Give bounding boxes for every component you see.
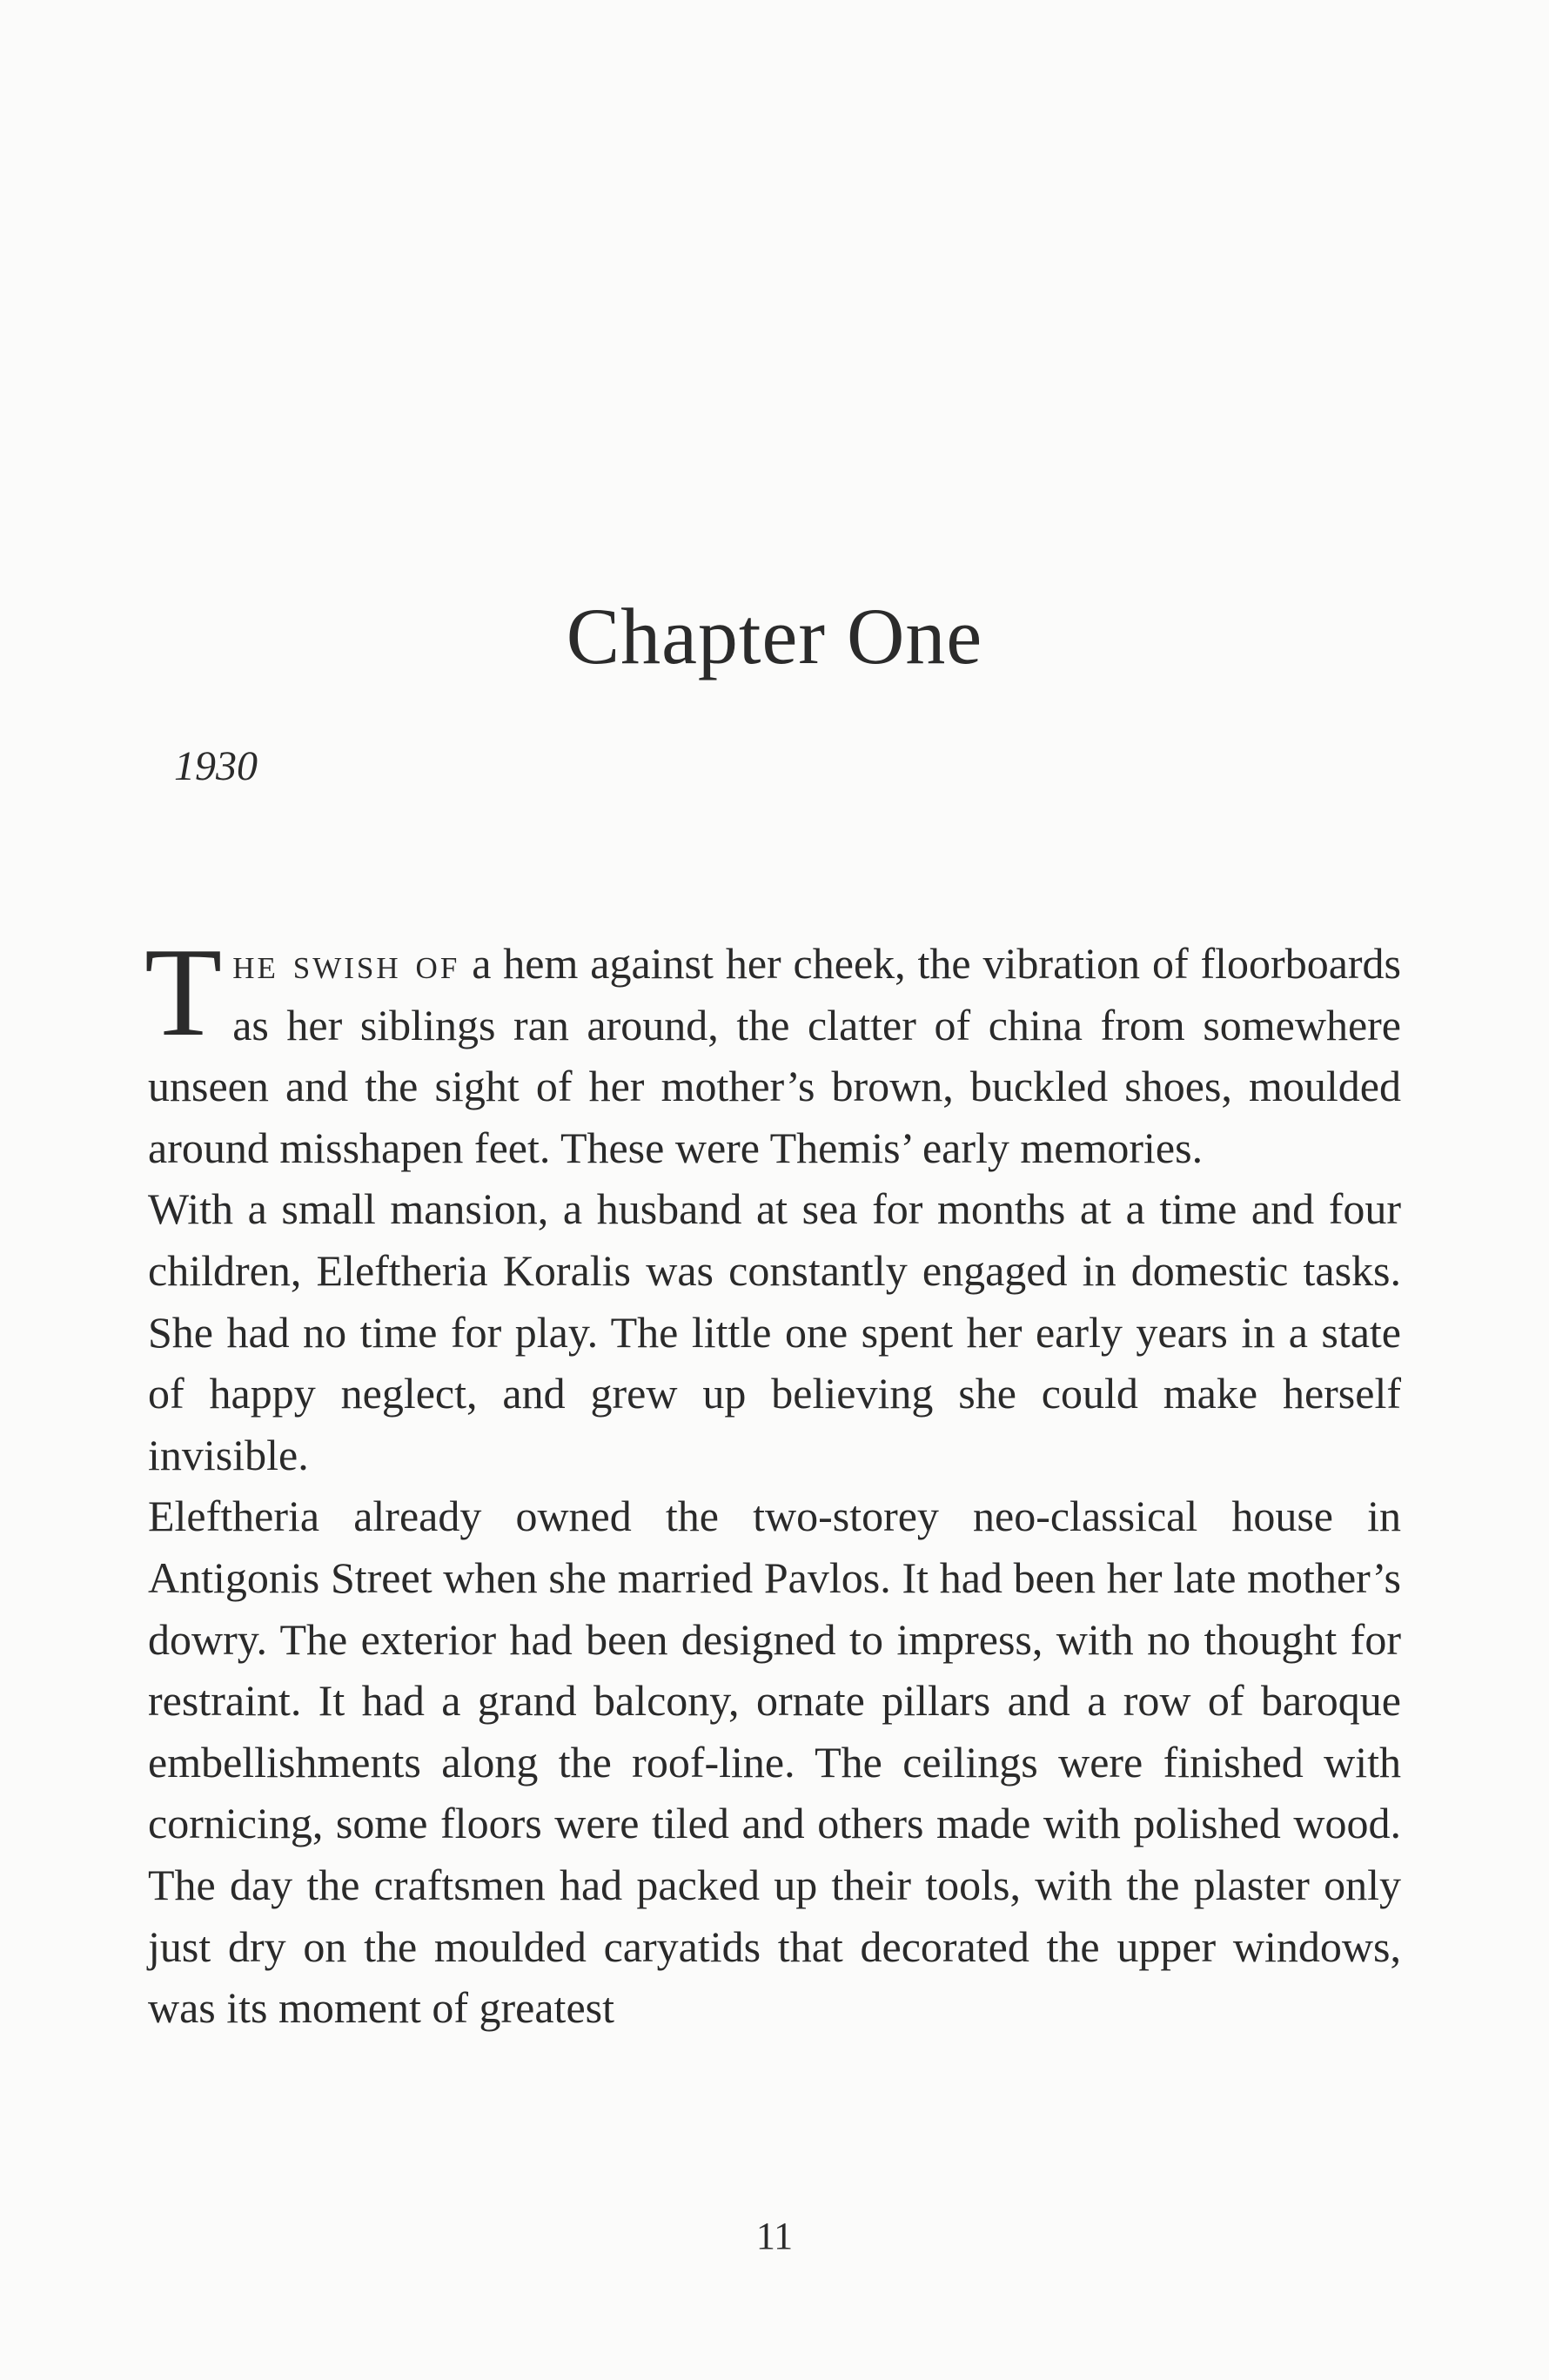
paragraph-1-lead: he swish of bbox=[232, 939, 460, 988]
chapter-body bbox=[144, 922, 1401, 2039]
page-number: 11 bbox=[755, 2215, 794, 2257]
drop-cap: T bbox=[144, 922, 223, 1063]
chapter-title: Chapter One bbox=[566, 592, 983, 680]
paragraph-2: With a small mansion, a husband at sea for months at a time and four children, Eleftheria Koralis was constantly engaged in domestic tasks. She had no time for play. The little one spent her early years in a state of happy neglect, and grew up believing she could make herself invisible. bbox=[148, 1184, 1401, 1479]
paragraph-3: Eleftheria already owned the two-storey neo-classical house in Antigonis Street when she married Pavlos. It had been her late mother’s dowry. The exterior had been designed to impress, with no thought for restraint. It had a grand balcony, ornate pillars and a row of baroque embellishments along the roof-line. The ceilings were finished with cornicing, some floors were tiled and others made with polished wood. The day the craftsmen had packed up their tools, with the plaster only just dry on the moulded caryatids that decorated the upper windows, was its moment of greatest bbox=[148, 1492, 1401, 2033]
paragraph-1 bbox=[144, 922, 1401, 1178]
paragraph-1-text: a hem against her cheek, the vibration of floorboards as her siblings ran around, the clatter of china from somewhere unseen and the sight of her mother’s brown, buckled shoes, moulded around misshapen feet. These were Themis’ early memories. bbox=[148, 939, 1401, 1172]
chapter-year: 1930 bbox=[174, 743, 258, 789]
